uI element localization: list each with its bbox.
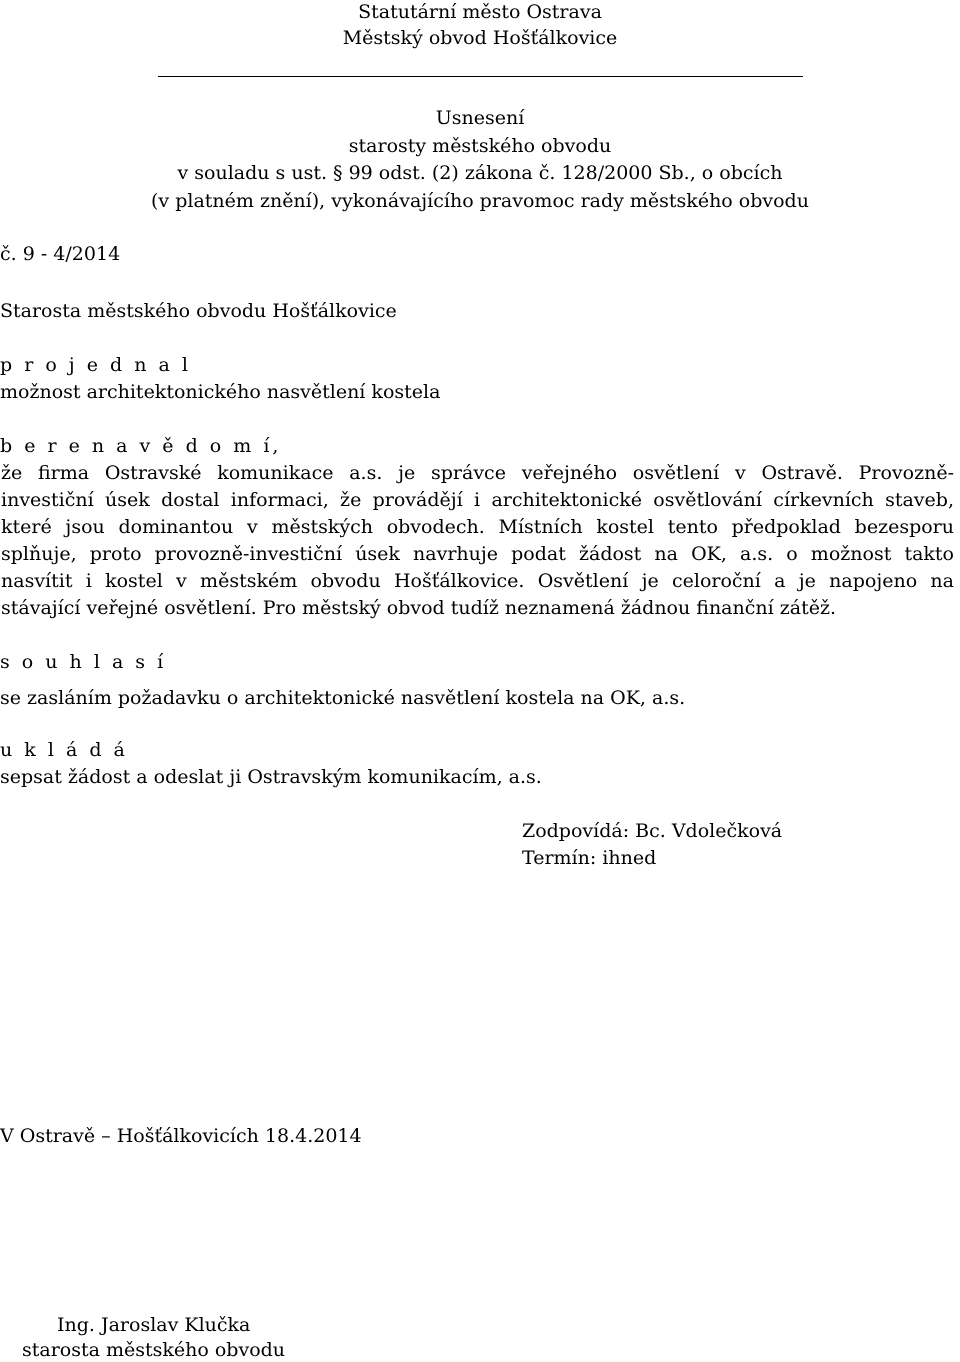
agrees-label: s o u h l a s í <box>0 651 167 673</box>
resolution-number: č. 9 - 4/2014 <box>0 243 121 265</box>
noted-line: investiční úsek dostal informaci, že provádějí i architektonické osvětlování církevních staveb, <box>1 489 954 511</box>
discussed-text: možnost architektonického nasvětlení kostela <box>0 381 441 403</box>
noted-line: nasvítit i kostel v městském obvodu Hošťálkovice. Osvětlení je celoroční a je napojeno na <box>1 570 954 592</box>
instructs-label: u k l á d á <box>0 739 128 761</box>
signer-title: starosta městského obvodu <box>22 1339 286 1361</box>
signer-name: Ing. Jaroslav Klučka <box>57 1314 251 1336</box>
noted-line: že firma Ostravské komunikace a.s. je správce veřejného osvětlení v Ostravě. Provozně- <box>1 462 954 484</box>
mayor-title: Starosta městského obvodu Hošťálkovice <box>0 300 397 322</box>
place-date: V Ostravě – Hošťálkovicích 18.4.2014 <box>0 1125 362 1147</box>
deadline: Termín: ihned <box>522 847 657 869</box>
legal-basis-line-2: (v platném znění), vykonávajícího pravomoc rady městského obvodu <box>151 190 809 212</box>
noted-line: které jsou dominantou v městských obvodech. Místních kostel tento předpoklad bezesporu <box>1 516 954 538</box>
noted-line: splňuje, proto provozně-investiční úsek navrhuje podat žádost na OK, a.s. o možnost takto <box>1 543 954 565</box>
instructs-text: sepsat žádost a odeslat ji Ostravským komunikacím, a.s. <box>0 766 542 788</box>
header-divider <box>158 76 803 77</box>
discussed-label: p r o j e d n a l <box>0 354 191 376</box>
responsible-person: Zodpovídá: Bc. Vdolečková <box>522 820 783 842</box>
district-name: Městský obvod Hošťálkovice <box>342 27 618 49</box>
resolution-issuer: starosty městského obvodu <box>348 135 612 157</box>
legal-basis-line-1: v souladu s ust. § 99 odst. (2) zákona č. 128/2000 Sb., o obcích <box>177 162 783 184</box>
city-name: Statutární město Ostrava <box>358 1 602 23</box>
resolution-heading: Usnesení <box>435 107 525 129</box>
noted-label: b e r e n a v ě d o m í, <box>0 435 282 457</box>
noted-line: stávající veřejné osvětlení. Pro městský obvod tudíž neznamená žádnou finanční zátěž. <box>1 597 837 619</box>
agrees-text: se zasláním požadavku o architektonické nasvětlení kostela na OK, a.s. <box>0 687 686 709</box>
